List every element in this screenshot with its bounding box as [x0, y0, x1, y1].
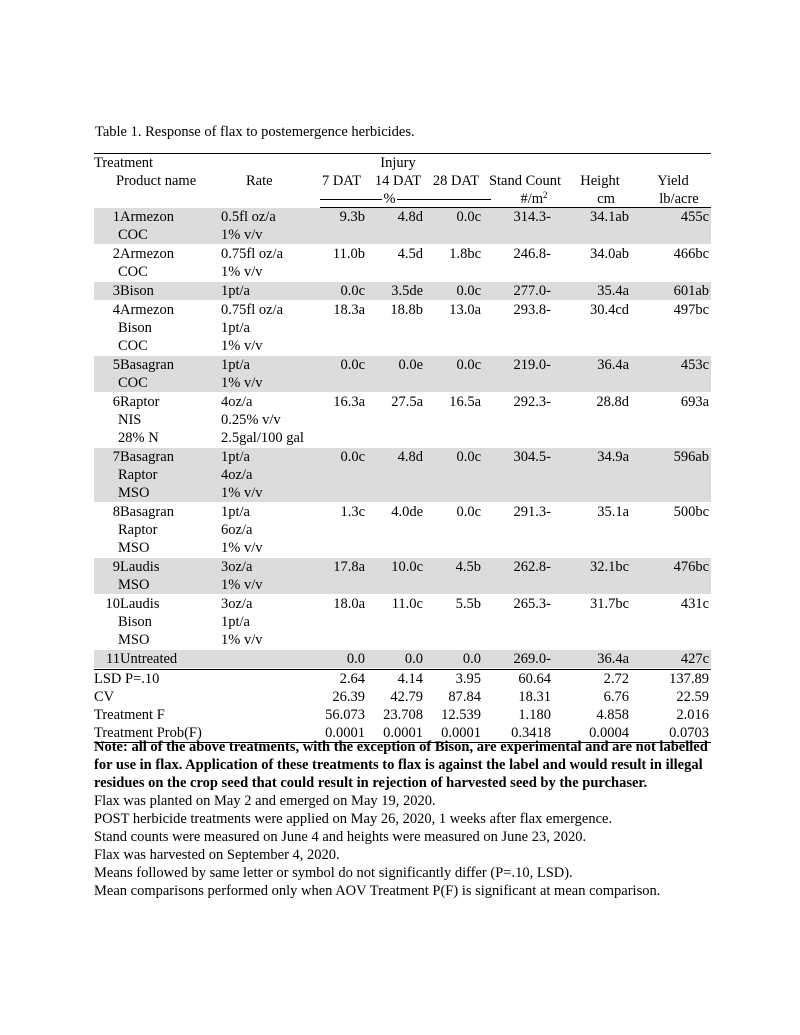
treatment-number: 9 — [112, 559, 120, 575]
dat28-cell: 0.0 — [462, 651, 481, 667]
stand-cell: 60.64 — [518, 671, 551, 687]
header-row-1 — [94, 154, 711, 172]
header-injury: Injury — [380, 155, 416, 171]
stats-rows — [94, 670, 711, 742]
dat7-cell: 11.0b — [332, 246, 365, 262]
table-subrow — [94, 263, 711, 281]
rate-cell: 1pt/a — [221, 449, 250, 465]
percent-rule-left — [320, 199, 382, 200]
table-caption: Table 1. Response of flax to postemergence herbicides. — [95, 124, 415, 140]
yield-cell: 0.0703 — [669, 725, 709, 741]
header-14dat: 14 DAT — [374, 173, 422, 189]
product-label: Raptor — [120, 394, 160, 410]
product-label: MSO — [118, 540, 150, 556]
product-name — [94, 576, 219, 594]
table-row — [94, 356, 711, 374]
note-line: Means followed by same letter or symbol do not significantly differ (P=.10, LSD). — [94, 865, 573, 881]
header-treatment: Treatment — [94, 155, 154, 171]
product-name — [94, 631, 219, 649]
header-row-2 — [94, 172, 711, 190]
product-name — [94, 245, 219, 263]
product-label: Raptor — [118, 467, 158, 483]
header-height: Height — [580, 173, 620, 189]
dat7-cell: 1.3c — [340, 504, 365, 520]
product-label: COC — [118, 264, 148, 280]
dat7-cell: 0.0c — [340, 357, 365, 373]
stand-cell: 262.8- — [513, 559, 551, 575]
height-cell: 0.0004 — [589, 725, 629, 741]
yield-cell: 22.59 — [676, 689, 709, 705]
table-row — [94, 245, 711, 263]
height-cell: 4.858 — [596, 707, 629, 723]
product-label: Armezon — [120, 246, 174, 262]
yield-cell: 500bc — [673, 504, 709, 520]
stats-row — [94, 706, 711, 724]
table-row — [94, 558, 711, 576]
stand-cell: 277.0- — [513, 283, 551, 299]
dat14-cell: 42.79 — [390, 689, 423, 705]
height-cell: 2.72 — [603, 671, 629, 687]
yield-cell: 427c — [680, 651, 709, 667]
rate-cell: 2.5gal/100 gal — [221, 430, 304, 446]
rate-cell: 1% v/v — [221, 540, 263, 556]
dat7-cell: 18.0a — [333, 596, 365, 612]
product-name — [94, 448, 219, 466]
product-name — [94, 613, 219, 631]
treatment-number: 2 — [112, 246, 120, 262]
yield-cell: 601ab — [673, 283, 709, 299]
dat28-cell: 16.5a — [449, 394, 481, 410]
dat28-cell: 0.0c — [456, 449, 481, 465]
treatment-number: 4 — [112, 302, 120, 318]
header-product-name: Product name — [116, 173, 197, 189]
product-label: MSO — [118, 632, 150, 648]
rate-cell: 1pt/a — [221, 283, 250, 299]
rate-cell: 0.75fl oz/a — [221, 246, 284, 262]
stand-cell: 292.3- — [513, 394, 551, 410]
header-stand-count: Stand Count — [488, 173, 562, 189]
stats-row — [94, 670, 711, 688]
dat28-cell: 5.5b — [455, 596, 481, 612]
product-name — [94, 226, 219, 244]
product-label: Raptor — [118, 522, 158, 538]
treatment-rows — [94, 208, 711, 669]
dat28-cell: 3.95 — [455, 671, 481, 687]
product-name — [94, 374, 219, 392]
height-cell: 6.76 — [603, 689, 629, 705]
yield-cell: 497bc — [673, 302, 709, 318]
rate-cell: 1% v/v — [221, 632, 263, 648]
treatment-number: 6 — [112, 394, 120, 410]
table-subrow — [94, 631, 711, 649]
stand-cell: 304.5- — [513, 449, 551, 465]
table-subrow — [94, 337, 711, 355]
height-cell: 28.8d — [596, 394, 629, 410]
dat7-cell: 18.3a — [333, 302, 365, 318]
table-row — [94, 393, 711, 411]
table-subrow — [94, 411, 711, 429]
treatment-group-3 — [94, 282, 711, 301]
yield-cell: 693a — [680, 394, 709, 410]
product-name — [94, 503, 219, 521]
height-cell: 34.1ab — [589, 209, 629, 225]
product-name — [94, 595, 219, 613]
rate-cell: 1pt/a — [221, 320, 250, 336]
rate-cell: 4oz/a — [221, 394, 253, 410]
note-lines — [94, 792, 719, 900]
product-label: Bison — [120, 283, 154, 299]
rate-cell: 1% v/v — [221, 338, 263, 354]
note-line: POST herbicide treatments were applied on May 26, 2020, 1 weeks after flax emergence. — [94, 811, 613, 827]
stand-cell: 246.8- — [513, 246, 551, 262]
table-row — [94, 282, 711, 300]
product-label: Bison — [118, 614, 152, 630]
yield-cell: 453c — [680, 357, 709, 373]
height-cell: 32.1bc — [589, 559, 629, 575]
note-line: Flax was planted on May 2 and emerged on May 19, 2020. — [94, 793, 436, 809]
yield-cell: 137.89 — [669, 671, 709, 687]
stand-cell: 18.31 — [518, 689, 551, 705]
table-row — [94, 503, 711, 521]
product-label: Laudis — [120, 559, 160, 575]
product-name — [94, 466, 219, 484]
note-line: Flax was harvested on September 4, 2020. — [94, 847, 340, 863]
dat14-cell: 4.0de — [391, 504, 423, 520]
treatment-number: 11 — [106, 651, 120, 667]
dat28-cell: 0.0c — [456, 283, 481, 299]
height-cell: 36.4a — [597, 651, 629, 667]
rate-cell: 0.25% v/v — [221, 412, 281, 428]
height-cell: 30.4cd — [589, 302, 629, 318]
dat14-cell: 3.5de — [391, 283, 423, 299]
table-row — [94, 650, 711, 668]
product-name — [94, 521, 219, 539]
dat7-cell: 9.3b — [339, 209, 365, 225]
product-name — [94, 539, 219, 557]
rate-cell: 6oz/a — [221, 522, 253, 538]
product-label: COC — [118, 375, 148, 391]
dat7-cell: 16.3a — [333, 394, 365, 410]
treatment-number: 1 — [112, 209, 120, 225]
table-subrow — [94, 484, 711, 502]
stand-cell: 0.3418 — [511, 725, 551, 741]
rate-cell: 1% v/v — [221, 577, 263, 593]
header-7dat: 7 DAT — [321, 173, 362, 189]
rate-cell: 1% v/v — [221, 227, 263, 243]
treatment-group-6 — [94, 393, 711, 448]
product-label: COC — [118, 338, 148, 354]
treatment-group-1 — [94, 208, 711, 245]
dat28-cell: 0.0c — [456, 504, 481, 520]
unit-height: cm — [597, 191, 615, 207]
dat7-cell: 56.073 — [325, 707, 365, 723]
product-label: COC — [118, 227, 148, 243]
dat28-cell: 12.539 — [441, 707, 481, 723]
treatment-number: 3 — [112, 283, 120, 299]
table-subrow — [94, 226, 711, 244]
units-bottom-rule — [320, 207, 711, 208]
product-name — [94, 337, 219, 355]
dat14-cell: 4.8d — [397, 209, 423, 225]
dat14-cell: 10.0c — [391, 559, 423, 575]
dat28-cell: 0.0c — [456, 357, 481, 373]
table-subrow — [94, 374, 711, 392]
product-label: MSO — [118, 485, 150, 501]
stats-label: CV — [94, 689, 115, 705]
unit-percent: % — [383, 191, 396, 207]
bold-note: Note: all of the above treatments, with the exception of Bison, are experimental and are not labelled for use in flax. Application of these treatments to flax is against the label and would result in illegal residues on the crop seed that could result in rejection of harvested seed by the purchaser. — [94, 739, 708, 791]
treatment-number: 7 — [112, 449, 120, 465]
treatment-group-5 — [94, 356, 711, 393]
treatment-group-2 — [94, 245, 711, 282]
product-label: Basagran — [120, 504, 174, 520]
product-name — [94, 411, 219, 429]
dat28-cell: 0.0001 — [441, 725, 481, 741]
stand-cell: 219.0- — [513, 357, 551, 373]
table-subrow — [94, 576, 711, 594]
table-row — [94, 595, 711, 613]
product-name — [94, 356, 219, 374]
product-label: Armezon — [120, 302, 174, 318]
treatment-number: 5 — [112, 357, 120, 373]
product-label: Basagran — [120, 449, 174, 465]
rate-cell: 3oz/a — [221, 559, 253, 575]
rate-cell: 1pt/a — [221, 357, 250, 373]
dat28-cell: 0.0c — [456, 209, 481, 225]
height-cell: 35.4a — [597, 283, 629, 299]
yield-cell: 596ab — [673, 449, 709, 465]
stand-cell: 291.3- — [513, 504, 551, 520]
product-name — [94, 319, 219, 337]
treatment-group-4 — [94, 301, 711, 356]
stats-row — [94, 688, 711, 706]
dat7-cell: 17.8a — [333, 559, 365, 575]
treatment-group-10 — [94, 595, 711, 650]
table-row — [94, 208, 711, 226]
stand-cell: 293.8- — [513, 302, 551, 318]
table-row — [94, 448, 711, 466]
product-name — [94, 301, 219, 319]
dat14-cell: 4.14 — [397, 671, 423, 687]
table-subrow — [94, 429, 711, 447]
dat14-cell: 0.0 — [404, 651, 423, 667]
product-label: Basagran — [120, 357, 174, 373]
stand-cell: 314.3- — [513, 209, 551, 225]
dat14-cell: 11.0c — [391, 596, 423, 612]
product-label: Bison — [118, 320, 152, 336]
product-name — [94, 263, 219, 281]
treatment-group-7 — [94, 448, 711, 503]
stats-label: Treatment F — [94, 707, 165, 723]
stats-label: LSD P=.10 — [94, 671, 160, 687]
results-table — [94, 153, 711, 743]
product-label: MSO — [118, 577, 150, 593]
table-subrow — [94, 521, 711, 539]
rate-cell: 1% v/v — [221, 485, 263, 501]
height-cell: 34.9a — [597, 449, 629, 465]
rate-cell: 4oz/a — [221, 467, 253, 483]
product-name — [94, 484, 219, 502]
dat7-cell: 26.39 — [332, 689, 365, 705]
units-row — [94, 190, 711, 208]
rate-cell: 1% v/v — [221, 375, 263, 391]
product-name — [94, 208, 219, 226]
product-name — [94, 429, 219, 447]
product-label: Armezon — [120, 209, 174, 225]
product-label: Untreated — [120, 651, 178, 667]
dat7-cell: 0.0c — [340, 283, 365, 299]
height-cell: 35.1a — [597, 504, 629, 520]
dat28-cell: 13.0a — [449, 302, 481, 318]
dat14-cell: 18.8b — [390, 302, 423, 318]
table-subrow — [94, 613, 711, 631]
unit-yield: lb/acre — [659, 191, 699, 207]
dat28-cell: 4.5b — [455, 559, 481, 575]
rate-cell: 0.75fl oz/a — [221, 302, 284, 318]
unit-stand: $\#/m^2$ — [520, 190, 548, 207]
dat7-cell: 0.0001 — [325, 725, 365, 741]
dat28-cell: 87.84 — [448, 689, 481, 705]
header-28dat: 28 DAT — [432, 173, 480, 189]
table-subrow — [94, 539, 711, 557]
percent-rule-right — [397, 199, 491, 200]
note-line: Stand counts were measured on June 4 and heights were measured on June 23, 2020. — [94, 829, 587, 845]
treatment-number: 8 — [112, 504, 120, 520]
product-name — [94, 393, 219, 411]
dat14-cell: 0.0e — [398, 357, 423, 373]
product-label: 28% N — [118, 430, 159, 446]
dat7-cell: 0.0 — [346, 651, 365, 667]
treatment-group-9 — [94, 558, 711, 595]
stand-cell: 1.180 — [518, 707, 551, 723]
height-cell: 34.0ab — [589, 246, 629, 262]
stats-label: Treatment Prob(F) — [94, 725, 202, 741]
product-name — [94, 558, 219, 576]
dat14-cell: 0.0001 — [383, 725, 423, 741]
height-cell: 31.7bc — [589, 596, 629, 612]
dat14-cell: 23.708 — [383, 707, 423, 723]
yield-cell: 455c — [680, 209, 709, 225]
header-rate: Rate — [246, 173, 273, 189]
table-row — [94, 301, 711, 319]
table-subrow — [94, 466, 711, 484]
dat14-cell: 27.5a — [391, 394, 423, 410]
dat7-cell: 2.64 — [339, 671, 365, 687]
treatment-group-11 — [94, 650, 711, 669]
yield-cell: 2.016 — [676, 707, 709, 723]
dat14-cell: 4.8d — [397, 449, 423, 465]
stand-cell: 269.0- — [513, 651, 551, 667]
product-label: Laudis — [120, 596, 160, 612]
note-line: Mean comparisons performed only when AOV Treatment P(F) is significant at mean comparison. — [94, 883, 661, 899]
yield-cell: 466bc — [673, 246, 709, 262]
treatment-number: 10 — [105, 596, 120, 612]
header-yield: Yield — [657, 173, 689, 189]
rate-cell: 1pt/a — [221, 614, 250, 630]
product-name — [94, 650, 219, 668]
product-label: NIS — [118, 412, 142, 428]
product-name — [94, 282, 219, 300]
rate-cell: 3oz/a — [221, 596, 253, 612]
treatment-group-8 — [94, 503, 711, 558]
yield-cell: 476bc — [673, 559, 709, 575]
yield-cell: 431c — [680, 596, 709, 612]
dat14-cell: 4.5d — [397, 246, 423, 262]
rate-cell: 1pt/a — [221, 504, 250, 520]
rate-cell: 1% v/v — [221, 264, 263, 280]
rate-cell: 0.5fl oz/a — [221, 209, 276, 225]
dat7-cell: 0.0c — [340, 449, 365, 465]
stand-cell: 265.3- — [513, 596, 551, 612]
notes-section — [94, 738, 719, 900]
height-cell: 36.4a — [597, 357, 629, 373]
dat28-cell: 1.8bc — [449, 246, 481, 262]
table-subrow — [94, 319, 711, 337]
